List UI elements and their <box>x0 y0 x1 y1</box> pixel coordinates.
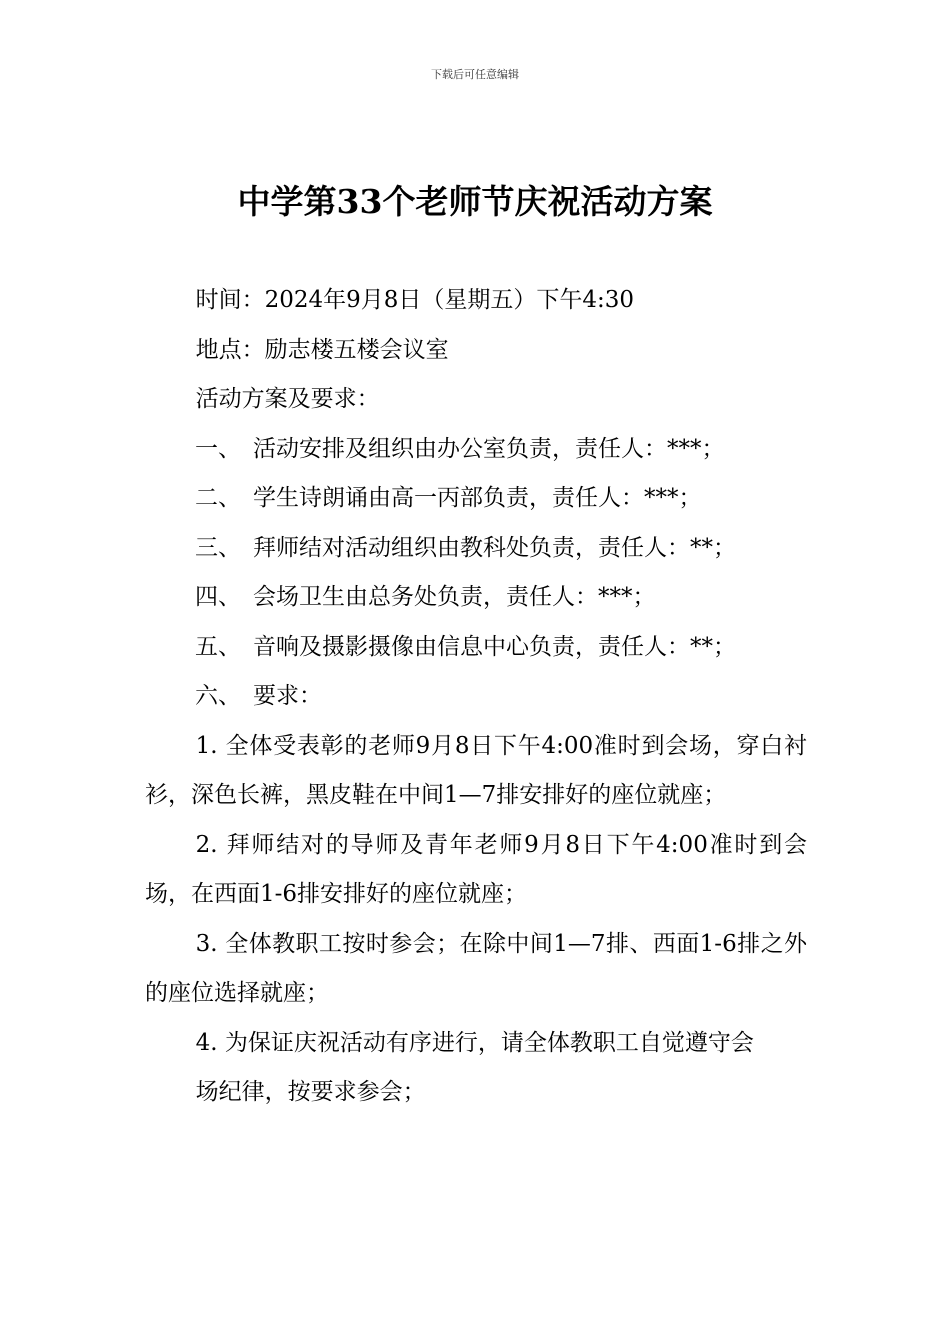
plan-heading: 活动方案及要求： <box>195 386 380 412</box>
list-item <box>145 474 807 524</box>
list-item-text: 拜师结对活动组织由教科处负责，责任人：**； <box>253 534 736 561</box>
list-item <box>145 672 807 722</box>
list-item-text: 会场卫生由总务处负责，责任人：***； <box>253 584 656 610</box>
document-body <box>145 276 807 1118</box>
header-note: 下载后可任意编辑 <box>431 68 519 81</box>
list-item-text: 音响及摄影摄像由信息中心负责，责任人：**； <box>253 633 736 660</box>
list-item-number: 二、 <box>195 485 241 511</box>
requirement-paragraph: 3. 全体教职工按时参会；在除中间1—7排、西面1-6排之外的座位选择就座； <box>145 930 807 1006</box>
last-line: 场纪律，按要求参会； <box>195 1079 426 1105</box>
place-line: 地点：励志楼五楼会议室 <box>195 336 449 363</box>
list-item-text: 学生诗朗诵由高一丙部负责，责任人：***； <box>253 485 702 511</box>
list-item-text: 要求： <box>253 683 322 709</box>
list-item <box>145 425 807 475</box>
list-item-number: 一、 <box>195 435 241 462</box>
time-line: 时间：2024年9月8日（星期五）下午4:30 <box>195 287 635 313</box>
list-item-number: 六、 <box>195 683 241 709</box>
requirement-paragraph: 4. 为保证庆祝活动有序进行，请全体教职工自觉遵守会 <box>195 1029 754 1056</box>
list-item <box>145 623 807 673</box>
list-item-number: 三、 <box>195 534 241 561</box>
document-title: 中学第33个老师节庆祝活动方案 <box>237 182 713 221</box>
list-item <box>145 524 807 574</box>
list-item-text: 活动安排及组织由办公室负责，责任人：***； <box>253 435 725 462</box>
requirement-paragraph: 2. 拜师结对的导师及青年老师9月8日下午4:00准时到会场，在西面1-6排安排好的座位就座； <box>145 831 807 907</box>
list-item-number: 四、 <box>195 584 241 610</box>
list-item-number: 五、 <box>195 633 241 660</box>
list-item <box>145 573 807 623</box>
requirement-paragraph: 1. 全体受表彰的老师9月8日下午4:00准时到会场，穿白衬衫，深色长裤，黑皮鞋在中间1—7排安排好的座位就座； <box>145 732 807 808</box>
